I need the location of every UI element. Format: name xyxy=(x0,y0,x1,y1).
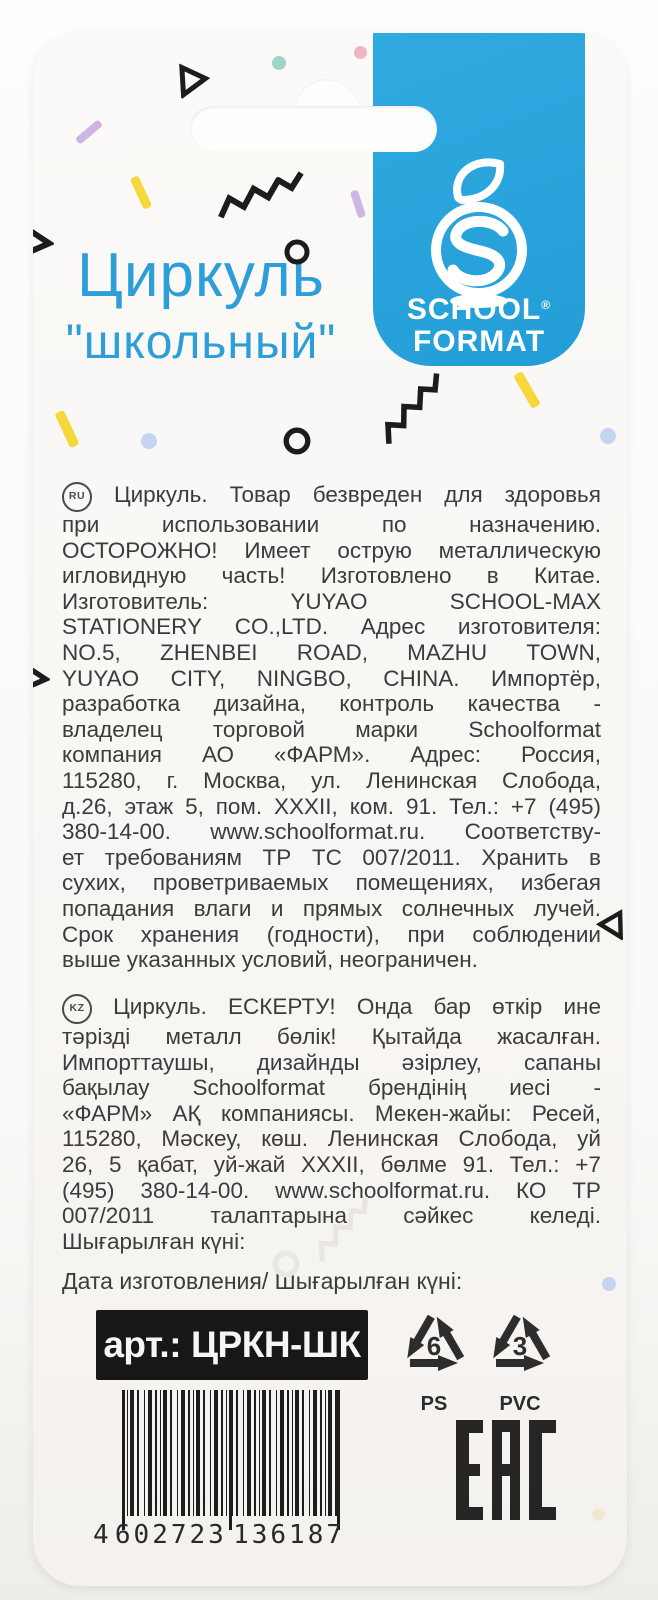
word: Москва, xyxy=(203,767,287,793)
word: в xyxy=(486,563,499,589)
word: 5, xyxy=(185,793,204,819)
confetti-dot-icon xyxy=(600,428,616,444)
barcode-group2: 136187 xyxy=(233,1520,345,1550)
word: АҚ xyxy=(172,1100,201,1126)
recycling-pvc-number: 3 xyxy=(512,1331,528,1361)
word: TOWN, xyxy=(526,639,601,665)
product-title: Циркуль xyxy=(77,241,325,310)
confetti-triangle-icon xyxy=(33,220,56,263)
word: безвреден xyxy=(312,482,423,507)
confetti-circle-faint-icon xyxy=(272,1250,300,1278)
text-line xyxy=(62,589,601,615)
barcode-guard-center xyxy=(229,1390,232,1530)
text-line xyxy=(62,691,601,717)
word: STATIONERY xyxy=(62,614,203,640)
pvc-label: PVC xyxy=(499,1393,541,1415)
word: соблюдении xyxy=(472,921,601,947)
word: ТС xyxy=(311,844,342,870)
word: ЕСКЕРТУ! xyxy=(228,994,336,1019)
word: (годности), xyxy=(266,921,380,947)
product-subtitle: "школьный" xyxy=(65,316,337,369)
word: (495) xyxy=(548,793,601,819)
text-line xyxy=(62,614,601,640)
word: Тел.: xyxy=(509,1151,560,1177)
confetti-triangle-icon xyxy=(33,658,52,697)
word: в xyxy=(588,844,601,870)
word: Циркуль. xyxy=(113,482,208,507)
word: Шығарылған xyxy=(62,1228,195,1254)
word: Импортёр, xyxy=(491,665,601,691)
word: CO.,LTD. xyxy=(234,614,329,640)
text-line xyxy=(62,896,601,922)
word: торговой xyxy=(212,716,305,742)
confetti-zigzag-icon xyxy=(371,369,456,450)
text-line xyxy=(62,794,601,820)
word: 115280, xyxy=(62,767,142,793)
word: солнечных xyxy=(401,895,515,921)
kz-paragraph xyxy=(62,994,601,1254)
article-box xyxy=(96,1310,368,1380)
word: бөлме xyxy=(380,1151,447,1177)
word: +7 xyxy=(510,793,537,819)
confetti-zigzag-icon xyxy=(212,170,312,224)
text-line xyxy=(62,563,601,589)
confetti-circle-icon xyxy=(283,427,311,455)
word: «ФАРМ». xyxy=(273,742,371,768)
word: условий, xyxy=(241,947,334,973)
article-code: ЦРКН-ШК xyxy=(191,1324,361,1365)
text-line xyxy=(62,870,601,896)
word: указанных xyxy=(126,947,236,973)
word: лучей. xyxy=(533,895,601,921)
confetti-bar-icon xyxy=(75,119,103,144)
text-line xyxy=(62,538,601,564)
word: ZHENBEI xyxy=(159,639,258,665)
confetti-triangle-icon xyxy=(166,60,211,105)
word: 91. xyxy=(405,793,438,819)
word: бар xyxy=(433,994,471,1019)
word: Онда xyxy=(356,994,413,1019)
confetti-bar-icon xyxy=(513,371,541,409)
word: ет xyxy=(62,844,85,870)
confetti-dot-icon xyxy=(141,433,157,449)
recycling-ps-icon xyxy=(392,1304,476,1388)
article-label: арт.: xyxy=(103,1324,182,1365)
recycling-ps-number: 6 xyxy=(426,1331,442,1361)
word: игловидную xyxy=(62,563,187,589)
text-line xyxy=(62,947,601,973)
word: - xyxy=(593,691,601,717)
word: Импорттаушы, xyxy=(62,1049,215,1075)
word: прямых xyxy=(302,895,383,921)
word: тәрізді xyxy=(62,1024,131,1049)
confetti-bar-icon xyxy=(350,189,366,218)
text-line xyxy=(62,1024,601,1050)
word: проветриваемых xyxy=(152,870,329,896)
word: ТР xyxy=(572,1177,601,1203)
word: www.schoolformat.ru. xyxy=(210,819,426,845)
word: Ленинская xyxy=(366,767,478,793)
word: YUYAO xyxy=(290,588,368,614)
word: YUYAO xyxy=(62,665,140,691)
word: этаж xyxy=(124,793,174,819)
text-line xyxy=(62,1050,601,1076)
confetti-dot-icon xyxy=(592,1508,605,1521)
barcode-guard-right xyxy=(337,1390,340,1530)
word: Товар xyxy=(229,482,291,507)
word: 91. xyxy=(462,1151,494,1177)
word: Адрес xyxy=(360,614,426,640)
word: требованиям xyxy=(104,844,242,870)
word: бақылау xyxy=(62,1075,150,1101)
word: әзірлеу, xyxy=(401,1049,482,1075)
barcode-guard-left xyxy=(122,1390,125,1530)
word: Соответству- xyxy=(464,819,601,845)
word: Ленинская xyxy=(327,1126,439,1152)
text-line xyxy=(62,1178,601,1204)
text-line xyxy=(62,640,601,666)
word: металлическую xyxy=(438,537,601,563)
word: Россия, xyxy=(520,742,601,768)
word: жасалған. xyxy=(497,1024,601,1049)
word: өткір xyxy=(492,994,543,1019)
word: уй xyxy=(577,1126,601,1152)
word: разработка xyxy=(62,691,181,717)
word: дизайна, xyxy=(213,691,306,717)
word: келеді. xyxy=(529,1203,601,1229)
word: брендінің xyxy=(367,1075,467,1101)
word: +7 xyxy=(575,1151,601,1177)
packaging-card xyxy=(33,33,627,1586)
brand-name-bottom: FORMAT xyxy=(412,325,546,358)
word: Schoolformat xyxy=(468,716,601,742)
word: Қытайда xyxy=(371,1024,462,1049)
word: попадания xyxy=(62,895,175,921)
word: Циркуль. xyxy=(113,994,207,1019)
word: дизайнды xyxy=(256,1049,360,1075)
word: уй-жай xyxy=(213,1151,286,1177)
word: Срок xyxy=(62,921,114,947)
word: КО xyxy=(515,1177,547,1203)
word: бөлік! xyxy=(276,1024,337,1049)
word: 007/2011. xyxy=(362,844,461,870)
word: д.26, xyxy=(62,793,113,819)
word: Мәскеу, xyxy=(161,1126,242,1152)
text-line xyxy=(62,666,601,692)
hang-slot xyxy=(190,106,437,152)
word: ул. xyxy=(311,767,342,793)
word: иесі xyxy=(509,1075,551,1101)
word: пом. xyxy=(215,793,263,819)
confetti-dot-icon xyxy=(272,56,286,70)
registered-mark: ® xyxy=(541,298,552,312)
brand-name xyxy=(373,289,585,358)
word: 380-14-00. xyxy=(62,819,171,845)
word: қабат, xyxy=(137,1151,199,1177)
word: Имеет xyxy=(244,537,311,563)
word: металл xyxy=(165,1024,242,1049)
barcode xyxy=(93,1390,343,1580)
word: АО xyxy=(201,742,234,768)
word: NINGBO, xyxy=(256,665,352,691)
word: и xyxy=(270,895,284,921)
word: выше xyxy=(62,947,121,973)
eac-mark xyxy=(456,1420,556,1520)
word: Слобода, xyxy=(458,1126,558,1152)
word: здоровья xyxy=(504,482,601,507)
word: 5 xyxy=(109,1151,122,1177)
word: Слобода, xyxy=(502,767,601,793)
word: Ресей, xyxy=(531,1100,601,1126)
text-line xyxy=(62,1126,601,1152)
manufacture-date-label: Дата изготовления/ Шығарылған күні: xyxy=(62,1268,463,1294)
word: 007/2011 xyxy=(62,1203,155,1229)
word: MAZHU xyxy=(407,639,488,665)
lang-badge: RU xyxy=(62,482,92,512)
ps-label: PS xyxy=(420,1393,448,1415)
word: Адрес: xyxy=(410,742,481,768)
word: ROAD, xyxy=(296,639,368,665)
title-block xyxy=(33,243,381,371)
word: качества xyxy=(467,691,560,717)
eac-label xyxy=(33,33,34,34)
text-line xyxy=(62,482,601,512)
word: ТР xyxy=(262,844,292,870)
confetti-bar-icon xyxy=(54,410,79,449)
word: компания xyxy=(62,742,162,768)
recycling-pvc-icon xyxy=(478,1304,562,1388)
text-line xyxy=(62,1075,601,1101)
text-line xyxy=(62,845,601,871)
confetti-dot-icon xyxy=(602,1277,616,1291)
text-line xyxy=(62,512,601,538)
word: Изготовлено xyxy=(320,563,452,589)
word: www.schoolformat.ru. xyxy=(275,1177,491,1203)
text-line xyxy=(62,922,601,948)
text-line xyxy=(62,819,601,845)
text-line xyxy=(62,742,601,768)
word: көш. xyxy=(261,1126,308,1152)
word: 115280, xyxy=(62,1126,142,1152)
brand-name-top: SCHOOL xyxy=(406,293,542,326)
word: ком. xyxy=(349,793,395,819)
text-line xyxy=(62,768,601,794)
word: сапаны xyxy=(523,1049,601,1075)
word: компаниясы. xyxy=(220,1100,355,1126)
word: сухих, xyxy=(62,870,126,896)
word: хранения xyxy=(140,921,240,947)
text-line xyxy=(62,1152,601,1178)
word: (495) xyxy=(62,1177,115,1203)
word: SCHOOL-MAX xyxy=(449,588,601,614)
apple-logo-icon xyxy=(404,155,554,310)
text-line xyxy=(62,994,601,1024)
word: Schoolformat xyxy=(192,1075,326,1101)
word: использовании xyxy=(161,512,320,537)
confetti-dot-icon xyxy=(354,46,367,59)
barcode-digits xyxy=(93,1520,345,1550)
word: ине xyxy=(563,994,601,1019)
word: CITY, xyxy=(170,665,226,691)
word: г. xyxy=(166,767,179,793)
word: Мекен-жайы: xyxy=(374,1100,512,1126)
word: XXXII, xyxy=(300,1151,365,1177)
confetti-circle-icon xyxy=(284,239,310,265)
word: Изготовитель: xyxy=(62,588,209,614)
confetti-bar-icon xyxy=(130,175,153,210)
text-line xyxy=(62,1101,601,1127)
word: при xyxy=(407,921,445,947)
barcode-first-digit: 4 xyxy=(93,1520,109,1550)
barcode-group1: 602723 xyxy=(114,1520,227,1550)
word: помещениях, xyxy=(355,870,494,896)
word: контроль xyxy=(339,691,435,717)
word: «ФАРМ» xyxy=(62,1100,153,1126)
word: назначению. xyxy=(469,512,601,537)
word: CHINA. xyxy=(383,665,460,691)
word: NO.5, xyxy=(62,639,121,665)
word: сәйкес xyxy=(403,1203,474,1229)
word: Тел.: xyxy=(449,793,499,819)
word: Китае. xyxy=(533,563,601,589)
word: - xyxy=(593,1075,601,1101)
word: для xyxy=(444,482,483,507)
ru-paragraph xyxy=(62,482,601,973)
word: острую xyxy=(337,537,412,563)
word: талаптарына xyxy=(210,1203,347,1229)
lang-badge: KZ xyxy=(62,994,92,1024)
word: при xyxy=(62,512,100,537)
word: изготовителя: xyxy=(457,614,601,640)
word: неограничен. xyxy=(339,947,478,973)
word: 380-14-00. xyxy=(140,1177,250,1203)
word: по xyxy=(381,512,407,537)
word: күні: xyxy=(200,1228,246,1254)
word: часть! xyxy=(221,563,286,589)
word: избегая xyxy=(520,870,601,896)
text-line xyxy=(62,717,601,743)
word: влаги xyxy=(193,895,252,921)
word: владелец xyxy=(62,716,163,742)
word: ОСТОРОЖНО! xyxy=(62,537,218,563)
word: Хранить xyxy=(481,844,569,870)
word: марки xyxy=(355,716,419,742)
word: XXXII, xyxy=(274,793,338,819)
word: 26, xyxy=(62,1151,94,1177)
